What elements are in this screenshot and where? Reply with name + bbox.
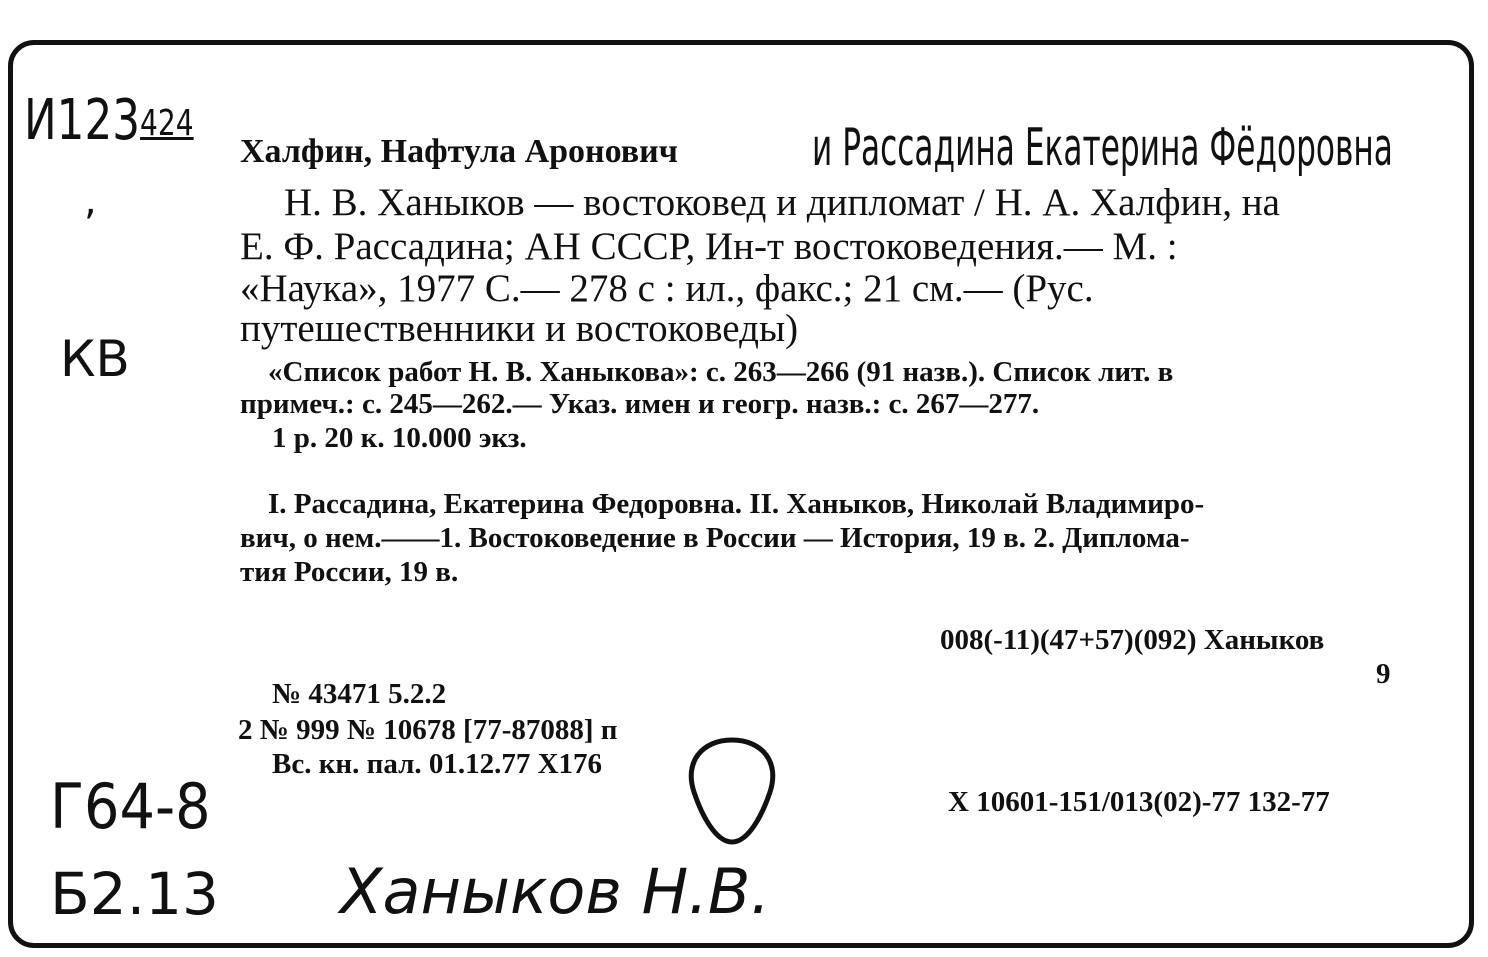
tracings-line-1: I. Рассадина, Екатерина Федоровна. II. Ханыков, Николай Владимиро- [268,488,1205,520]
handwritten-label-kv: КВ [60,330,130,388]
main-line-2: Е. Ф. Рассадина; АН СССР, Ин-т востоковедения.— М. : [240,225,1178,268]
main-line-4: путешественники и востоковеды) [240,307,799,350]
handwritten-comma: , [84,178,97,224]
main-line-1: Н. В. Ханыков — востоковед и дипломат / Н. А. Халфин, на [284,181,1280,224]
main-line-3: «Наука», 1977 С.— 278 с : ил., факс.; 21 см.— (Рус. [240,267,1094,310]
print-line-1: № 43471 5.2.2 [272,678,447,710]
handwritten-authors-note: и Рассадина Екатерина Фёдоровна [812,118,1393,178]
notes-line-1: «Список работ Н. В. Ханыкова»: с. 263—266 (91 назв.). Список лит. в [268,356,1174,388]
tracings-line-3: тия России, 19 в. [240,556,459,588]
handwritten-shelf-2: Б2.13 [50,860,219,928]
print-line-3: Вс. кн. пал. 01.12.77 X176 [272,748,603,780]
udc-index-line-2: 9 [1376,658,1391,690]
udc-index: 008(-11)(47+57)(092) Ханыков [940,624,1325,656]
handwritten-code-sup: 424 [140,103,194,144]
print-line-2: 2 № 999 № 10678 [77-87088] п [238,714,618,746]
main-heading: Халфин, Нафтула Аронович [240,133,678,170]
handwritten-subject: Ханыков Н.В. [340,855,771,928]
bbk-index: X 10601-151/013(02)-77 132-77 [948,786,1330,818]
handwritten-code-main: И123 [24,88,141,153]
notes-line-2: примеч.: с. 245—262.— Указ. имен и геогр. назв.: с. 267—277. [240,388,1040,420]
handwritten-shelf-1: Г64-8 [50,770,211,843]
punch-hole-icon [682,732,782,852]
handwritten-code [24,88,194,153]
tracings-line-2: вич, о нем.——1. Востоковедение в России — История, 19 в. 2. Диплома- [240,522,1190,554]
notes-price: 1 р. 20 к. 10.000 экз. [272,422,527,454]
